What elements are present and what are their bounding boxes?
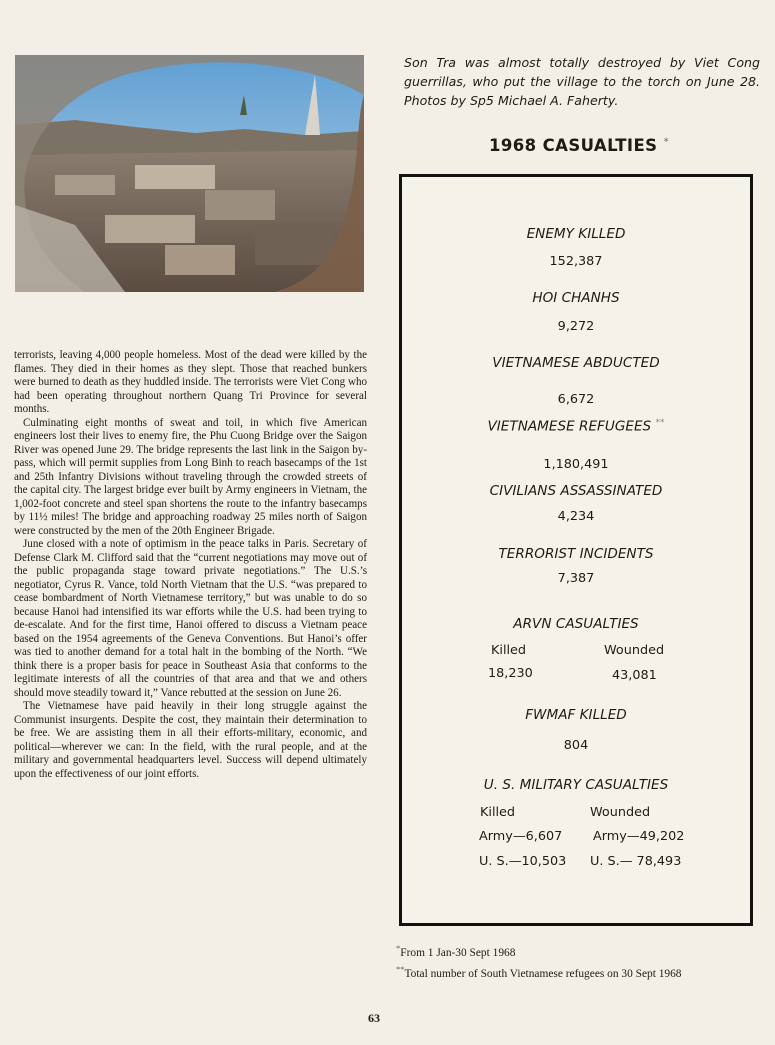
arvn-wounded-value: 43,081 bbox=[612, 668, 657, 683]
vietnamese-refugees-value: 1,180,491 bbox=[543, 457, 609, 472]
us-military-casualties-label: U. S. MILITARY CASUALTIES bbox=[483, 777, 669, 793]
terrorist-incidents-value: 7,387 bbox=[557, 571, 595, 586]
body-paragraph: Culminating eight months of sweat and toil, in which five American engineers lost their lives to enemy fire, the Phu Cuong Bridge over the Saigon River was opened June 29. The bridge represents the last link in the Saigon by-pass, which will permit supplies from Long Binh to reach basecamps of the 1st and 25th Infantry Divisions without traveling through the crowded streets of the capital city. The largest bridge ever built by Army engineers in Vietnam, the 1,002-foot concrete and steel span shortens the route to the infantry basecamps by 11½ miles! The bridge and approaching roadway 25 miles north of Saigon were constructed by the men of the 20th Engineer Brigade. bbox=[14, 416, 367, 537]
enemy-killed-value: 152,387 bbox=[549, 254, 603, 269]
us-killed-label: Killed bbox=[480, 805, 516, 820]
casualties-title bbox=[404, 136, 754, 155]
vietnamese-refugees-label bbox=[402, 418, 750, 435]
arvn-wounded-label: Wounded bbox=[604, 643, 665, 658]
footnote-one-text: From 1 Jan-30 Sept 1968 bbox=[400, 946, 516, 959]
civilians-assassinated-label: CIVILIANS ASSASSINATED bbox=[489, 483, 663, 499]
vietnamese-refugees-label-text: VIETNAMESE REFUGEES bbox=[487, 418, 652, 435]
us-wounded-value: U. S.— 78,493 bbox=[590, 854, 682, 869]
army-killed-value: Army—6,607 bbox=[479, 829, 563, 844]
vietnamese-refugees-mark: ** bbox=[655, 418, 665, 428]
village-ruins-photo bbox=[15, 55, 364, 292]
civilians-assassinated-value: 4,234 bbox=[557, 509, 595, 524]
enemy-killed-label: ENEMY KILLED bbox=[526, 226, 626, 242]
arvn-casualties-label: ARVN CASUALTIES bbox=[513, 616, 639, 632]
terrorist-incidents-label: TERRORIST INCIDENTS bbox=[498, 546, 654, 562]
us-killed-value: U. S.—10,503 bbox=[479, 854, 567, 869]
fwmaf-killed-label: FWMAF KILLED bbox=[525, 707, 627, 723]
us-wounded-label: Wounded bbox=[590, 805, 651, 820]
vietnamese-abducted-label: VIETNAMESE ABDUCTED bbox=[492, 355, 660, 371]
casualties-title-text: 1968 CASUALTIES bbox=[489, 136, 658, 155]
page-number: 63 bbox=[368, 1011, 380, 1025]
army-wounded-value: Army—49,202 bbox=[593, 829, 685, 844]
footnote-two-mark: ** bbox=[396, 964, 405, 975]
casualties-table bbox=[399, 174, 753, 926]
hoi-chanhs-label: HOI CHANHS bbox=[532, 290, 620, 306]
footnote-refugees bbox=[396, 961, 756, 982]
hoi-chanhs-value: 9,272 bbox=[557, 319, 595, 334]
article-body bbox=[14, 349, 367, 781]
arvn-killed-label: Killed bbox=[491, 643, 527, 658]
table-footnotes bbox=[396, 940, 756, 983]
body-paragraph: terrorists, leaving 4,000 people homeless. Most of the dead were killed by the flames. They died in their homes as they slept. Those that reached bunkers were burned to death as they huddled inside. The terrorists were Viet Cong who had been operating throughout northern Quang Tri Province for several months. bbox=[14, 349, 367, 415]
footnote-two-text: Total number of South Vietnamese refugees on 30 Sept 1968 bbox=[404, 968, 682, 981]
fwmaf-killed-value: 804 bbox=[563, 738, 589, 753]
footnote-date-range bbox=[396, 940, 756, 961]
arvn-killed-value: 18,230 bbox=[488, 666, 533, 681]
photo-caption: Son Tra was almost totally destroyed by Viet Cong guerrillas, who put the village to the torch on June 28. Photos by Sp5 Michael A. Faherty. bbox=[404, 55, 760, 108]
body-paragraph: The Vietnamese have paid heavily in their long struggle against the Communist insurgents. Despite the cost, they maintain their determination to be free. We are assisting them in all their efforts-military, economic, and political—wherever we can: In the field, with the rural people, and at the military and governmental headquarters level. Success will depend ultimately upon the effectiveness of our joint efforts. bbox=[14, 700, 367, 780]
vietnamese-abducted-value: 6,672 bbox=[557, 392, 595, 407]
body-paragraph: June closed with a note of optimism in the peace talks in Paris. Secretary of Defense Clark M. Clifford said that the “current negotiations may move out of the public propaganda stage toward private negotiations.” The U.S.’s negotiator, Cyrus R. Vance, told North Vietnam that the U.S. “was prepared to cease bombardment of North Vietnamese territory,” but was unable to do so because Hanoi had intensified its war efforts while the U.S. had been trying to de-escalate. And for the first time, Hanoi offered to discuss a Vietnam peace based on the 1954 agreements of the Geneva Conventions. But Hanoi’s offer was tied to another demand for a total halt in the bombing of the North. “We think there is a proper basis for peace in Southeast Asia that conforms to the legitimate interests of all the countries of that area and that we and others should move steadily toward it,” Vance rebutted at the session on June 26. bbox=[14, 538, 367, 699]
casualties-title-mark: * bbox=[663, 136, 669, 148]
footnote-one-mark: * bbox=[396, 943, 401, 953]
